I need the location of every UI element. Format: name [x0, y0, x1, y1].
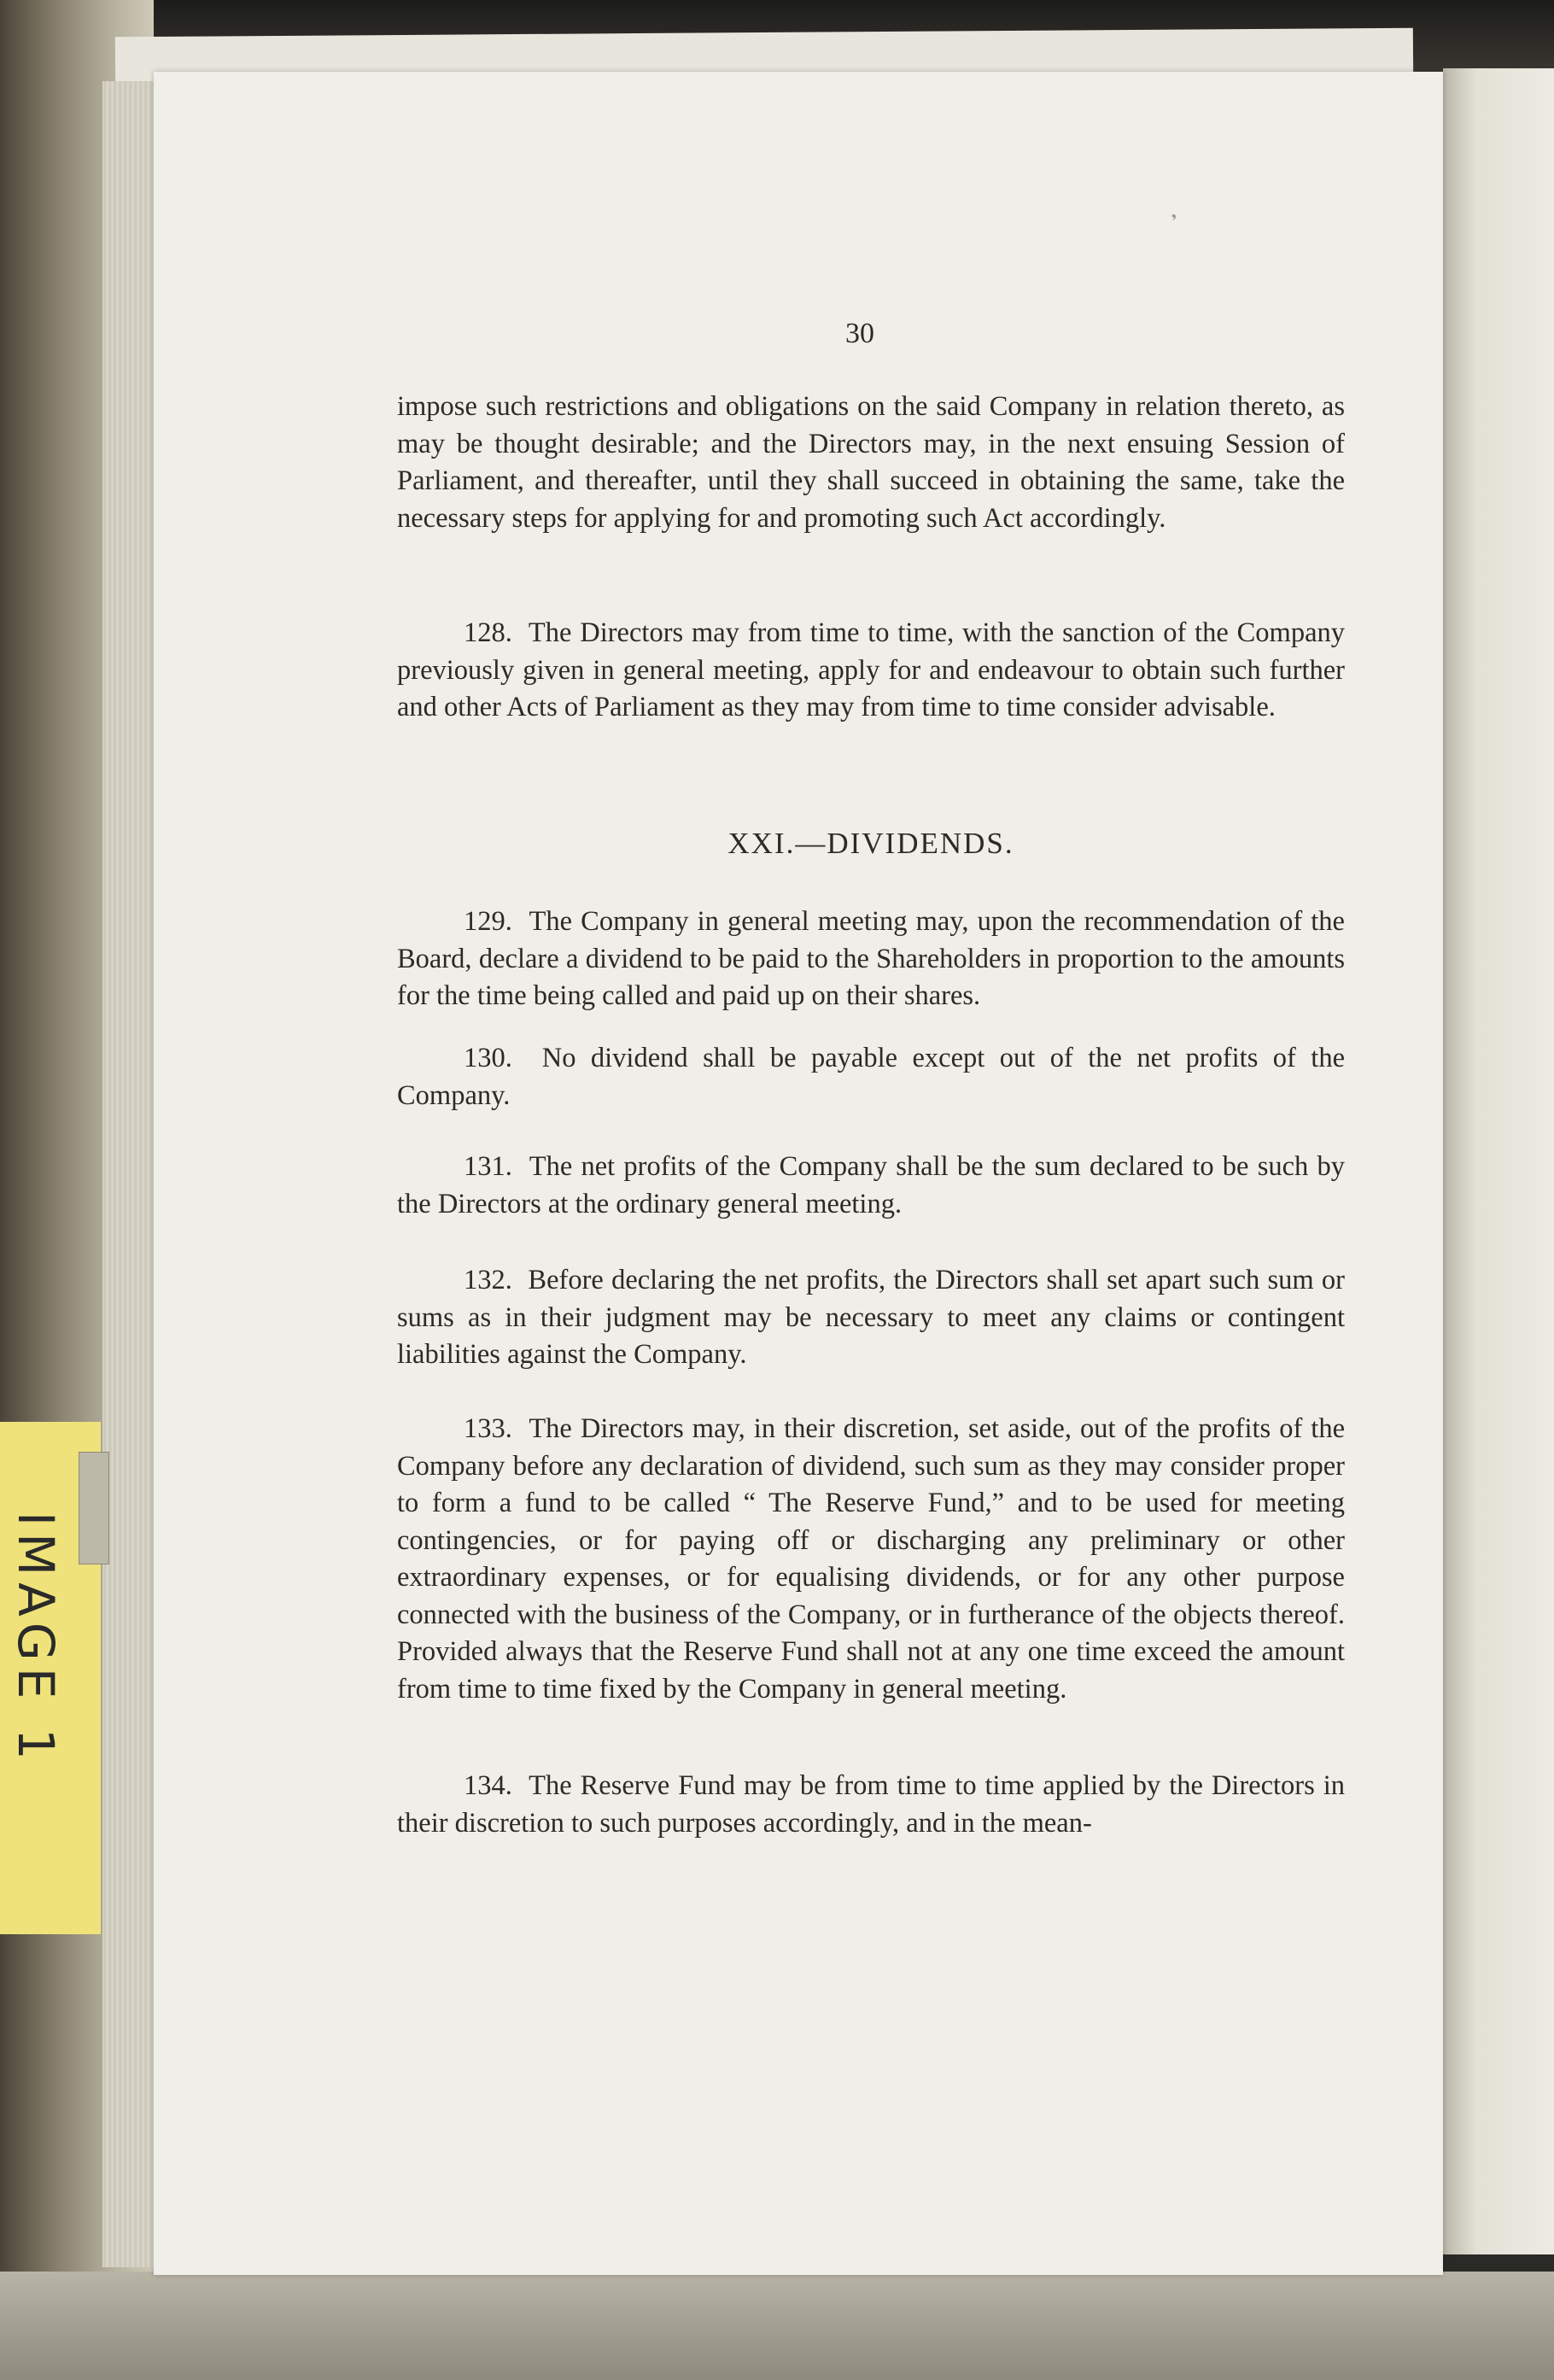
article-131	[397, 1149, 1345, 1223]
article-text: The net profits of the Company shall be the sum declared to be such by the Directors at the ordinary general meeting.	[397, 1151, 1345, 1219]
article-paragraph	[397, 1768, 1345, 1842]
article-text: The Directors may from time to time, with the sanction of the Company previously given in general meeting, apply for and endeavour to obtain such further and other Acts of Parliament as they may from time to time consider advisable.	[397, 617, 1345, 722]
article-paragraph	[397, 1262, 1345, 1374]
article-number: 129.	[464, 906, 512, 937]
section-heading: XXI.—DIVIDENDS.	[727, 827, 1014, 860]
article-132	[397, 1262, 1345, 1374]
scan-bottom-border	[0, 2272, 1554, 2380]
article-128	[397, 615, 1345, 727]
article-number: 134.	[464, 1770, 512, 1801]
sticky-note-text: IMAGE 1	[7, 1512, 65, 1767]
article-paragraph	[397, 1149, 1345, 1223]
article-paragraph	[397, 1040, 1345, 1114]
article-133	[397, 1411, 1345, 1708]
paragraph-text: impose such restrictions and obligations on the said Company in relation thereto, as may be thought desirable; and the Directors may, in the next ensuing Session of Parliament, and thereafter, until they shall succeed in obtaining the same, take the necessary steps for applying for and promoting such Act accordingly.	[397, 391, 1345, 534]
opening-paragraph	[397, 389, 1345, 537]
article-number: 133.	[464, 1413, 512, 1444]
article-paragraph	[397, 615, 1345, 727]
article-text: The Reserve Fund may be from time to time applied by the Directors in their discretion to such purposes accordingly, and in the mean-	[397, 1770, 1345, 1839]
article-number: 130.	[464, 1043, 512, 1073]
article-number: 132.	[464, 1265, 512, 1295]
article-129	[397, 903, 1345, 1015]
article-number: 131.	[464, 1151, 512, 1182]
corner-mark: 𝄒	[1171, 215, 1177, 243]
facing-page-edge	[1443, 68, 1554, 2254]
article-paragraph	[397, 903, 1345, 1015]
article-text: The Company in general meeting may, upon the recommendation of the Board, declare a dividend to be paid to the Shareholders in proportion to the amounts for the time being called and paid up on their shares.	[397, 906, 1345, 1011]
article-text: Before declaring the net profits, the Directors shall set apart such sum or sums as in their judgment may be necessary to meet any claims or contingent liabilities against the Company.	[397, 1265, 1346, 1370]
page-number: 30	[845, 318, 874, 349]
binding-tab	[79, 1452, 109, 1564]
article-130	[397, 1040, 1345, 1114]
article-number: 128.	[464, 617, 512, 648]
article-text: The Directors may, in their discretion, set aside, out of the profits of the Company before any declaration of dividend, such sum as they may consider proper to form a fund to be called “ The Reserve Fund,” and to be used for meeting contingencies, or for paying off or discharging any preliminary or other extraordinary expenses, or for equalising dividends, or for any other purpose connected with the business of the Company, or in furtherance of the objects thereof. Provided always that the Reserve Fund shall not at any one time exceed the amount from time to time fixed by the Company in general meeting.	[397, 1413, 1345, 1705]
article-paragraph	[397, 1411, 1345, 1708]
article-134	[397, 1768, 1345, 1842]
article-text: No dividend shall be payable except out of the net profits of the Company.	[397, 1043, 1345, 1111]
